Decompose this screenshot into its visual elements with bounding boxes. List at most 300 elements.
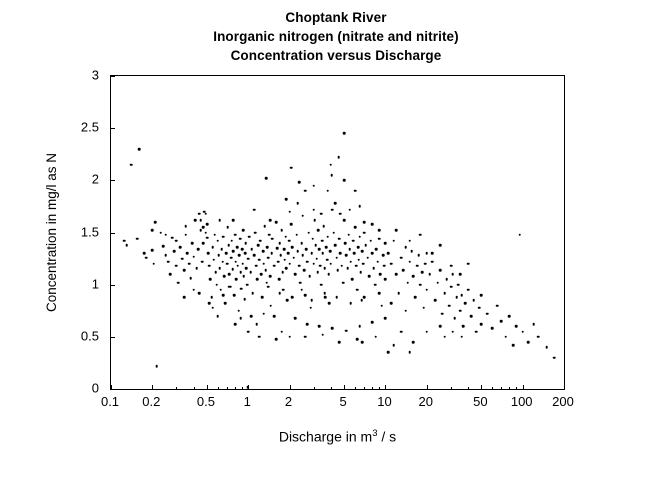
data-point (335, 256, 338, 259)
data-point (343, 132, 346, 135)
data-point (418, 254, 421, 257)
data-point (250, 315, 253, 318)
chart-subtitle: Inorganic nitrogen (nitrate and nitrite) (213, 29, 459, 44)
y-axis-tick (110, 389, 115, 390)
data-point (425, 252, 428, 255)
data-point (345, 254, 348, 257)
data-point (231, 240, 234, 243)
data-point (255, 265, 258, 268)
data-point (337, 156, 340, 159)
data-point (294, 317, 297, 320)
data-point (253, 208, 256, 211)
data-point (253, 254, 256, 257)
data-point (154, 221, 157, 224)
data-point (192, 289, 195, 292)
data-point (234, 233, 237, 236)
data-point (453, 317, 456, 320)
data-point (214, 271, 217, 274)
data-point (270, 252, 273, 255)
data-point (331, 208, 334, 211)
data-point (294, 273, 297, 276)
data-point (371, 252, 374, 255)
y-axis-tick (110, 76, 115, 77)
data-point (478, 306, 481, 309)
x-axis-title-post: / s (377, 428, 397, 445)
data-point (331, 327, 334, 330)
data-point (151, 229, 154, 232)
data-point (197, 248, 200, 251)
data-point (216, 315, 219, 318)
data-point (486, 313, 489, 316)
data-point (221, 260, 224, 263)
data-point (268, 233, 271, 236)
data-point (363, 221, 366, 224)
y-axis-tick-label: 1 (91, 276, 99, 292)
data-point (322, 333, 325, 336)
data-point (259, 240, 262, 243)
data-point (209, 278, 212, 281)
x-axis-minor-tick (516, 387, 517, 390)
data-point (280, 229, 283, 232)
data-point (443, 292, 446, 295)
data-point (219, 289, 222, 292)
x-axis-tick (248, 385, 249, 390)
data-point (232, 219, 235, 222)
data-point (408, 260, 411, 263)
data-point (276, 247, 279, 250)
chart-subtitle-2: Concentration versus Discharge (230, 48, 442, 63)
data-point (467, 263, 470, 266)
x-axis-tick (481, 385, 482, 390)
data-point (199, 219, 202, 222)
data-point (145, 256, 148, 259)
x-axis-minor-tick (379, 387, 380, 390)
data-point (304, 336, 307, 339)
data-point (240, 288, 243, 291)
data-point (288, 210, 291, 213)
data-point (194, 219, 197, 222)
data-point (439, 244, 442, 247)
data-point (450, 285, 453, 288)
data-point (390, 302, 393, 305)
data-point (439, 325, 442, 328)
x-axis-title (110, 428, 565, 445)
x-axis-minor-tick (218, 387, 219, 390)
data-point (353, 252, 356, 255)
data-point (357, 246, 360, 249)
data-point (347, 233, 350, 236)
data-point (304, 189, 307, 192)
data-point (412, 275, 415, 278)
data-point (284, 258, 287, 261)
data-point (241, 248, 244, 251)
data-point (306, 260, 309, 263)
data-point (410, 250, 413, 253)
data-point (329, 250, 332, 253)
data-point (189, 277, 192, 280)
data-point (159, 231, 162, 234)
data-point (338, 341, 341, 344)
data-point (374, 283, 377, 286)
data-point (355, 265, 358, 268)
data-point (324, 296, 327, 299)
data-point (218, 267, 221, 270)
data-point (322, 225, 325, 228)
data-point (222, 294, 225, 297)
data-point (183, 296, 186, 299)
data-point (321, 240, 324, 243)
data-point (263, 313, 266, 316)
data-point (326, 189, 329, 192)
data-point (339, 252, 342, 255)
data-point (244, 252, 247, 255)
data-point (204, 212, 207, 215)
data-point (328, 302, 331, 305)
data-point (188, 263, 191, 266)
data-point (354, 226, 357, 229)
data-point (326, 235, 329, 238)
data-point (269, 304, 272, 307)
data-point (359, 271, 362, 274)
data-point (125, 244, 128, 247)
x-axis-minor-tick (194, 387, 195, 390)
data-point (254, 231, 257, 234)
data-point (395, 273, 398, 276)
x-axis-tick (152, 385, 153, 390)
data-point (281, 271, 284, 274)
data-point (198, 212, 201, 215)
x-axis-tick-label: 2 (284, 394, 293, 409)
data-point (308, 275, 311, 278)
data-point (299, 281, 302, 284)
data-point (262, 250, 265, 253)
data-point (195, 267, 198, 270)
data-point (378, 292, 381, 295)
data-point (275, 221, 278, 224)
data-point (245, 242, 248, 245)
data-point (358, 235, 361, 238)
data-point (318, 248, 321, 251)
data-point (258, 258, 261, 261)
data-point (360, 299, 363, 302)
data-point (361, 341, 364, 344)
data-point (439, 269, 442, 272)
x-axis-tick (427, 385, 428, 390)
data-point (343, 179, 346, 182)
data-point (379, 273, 382, 276)
data-point (220, 248, 223, 251)
data-point (349, 248, 352, 251)
data-point (375, 248, 378, 251)
data-point (356, 289, 359, 292)
x-axis-tick-label: 5 (339, 394, 347, 409)
data-point (280, 330, 283, 333)
chart-title-block (0, 8, 672, 65)
data-point (312, 184, 315, 187)
data-point (383, 265, 386, 268)
data-point (315, 257, 318, 260)
data-point (371, 321, 374, 324)
data-point (504, 336, 507, 339)
data-point (273, 265, 276, 268)
data-point (271, 237, 274, 240)
data-point (457, 283, 460, 286)
data-point (177, 281, 180, 284)
data-point (406, 281, 409, 284)
data-point (339, 212, 342, 215)
data-point (443, 336, 446, 339)
data-point (216, 240, 219, 243)
data-point (211, 246, 214, 249)
data-point (452, 273, 455, 276)
data-point (248, 235, 251, 238)
data-point (210, 296, 213, 299)
data-point (173, 250, 176, 253)
data-point (255, 323, 258, 326)
data-point (230, 256, 233, 259)
data-point (378, 229, 381, 232)
data-point (246, 283, 249, 286)
data-point (269, 219, 272, 222)
data-point (459, 273, 462, 276)
x-axis-title-pre: Discharge in m (278, 428, 373, 445)
data-point (265, 177, 268, 180)
data-point (249, 271, 252, 274)
data-point (123, 240, 126, 243)
data-point (202, 242, 205, 245)
x-axis-minor-tick (509, 387, 510, 390)
data-point (441, 313, 444, 316)
data-point (365, 244, 368, 247)
data-point (264, 269, 267, 272)
data-point (218, 219, 221, 222)
x-axis-minor-tick (501, 387, 502, 390)
data-point (295, 233, 298, 236)
data-point (467, 289, 470, 292)
data-point (421, 271, 424, 274)
data-point (422, 306, 425, 309)
data-point (377, 260, 380, 263)
data-point (450, 265, 453, 268)
data-point (378, 237, 381, 240)
data-point (224, 302, 227, 305)
x-axis-title-exponent: 3 (372, 428, 378, 439)
data-point (314, 244, 317, 247)
data-point (408, 351, 411, 354)
data-point (217, 254, 220, 257)
data-point (521, 330, 524, 333)
data-point (402, 269, 405, 272)
data-point (143, 252, 146, 255)
data-point (425, 330, 428, 333)
data-point (345, 329, 348, 332)
data-point (175, 240, 178, 243)
data-point (206, 223, 209, 226)
data-point (330, 163, 333, 166)
data-point (462, 325, 465, 328)
data-point (233, 294, 236, 297)
data-point (206, 236, 209, 239)
data-point (242, 229, 245, 232)
data-point (298, 181, 301, 184)
data-point (330, 263, 333, 266)
data-point (266, 246, 269, 249)
data-point (362, 263, 365, 266)
data-point (408, 240, 411, 243)
data-point (225, 252, 228, 255)
x-axis-minor-tick (355, 387, 356, 390)
data-point (297, 202, 300, 205)
y-axis-tick-label: 2.5 (80, 119, 99, 135)
data-point (419, 233, 422, 236)
data-point (404, 309, 407, 312)
data-point (290, 223, 293, 226)
data-point (354, 189, 357, 192)
y-axis-tick-label: 0.5 (80, 328, 99, 344)
data-point (239, 317, 242, 320)
data-point (448, 304, 451, 307)
data-point (275, 338, 278, 341)
data-point (363, 231, 366, 234)
data-point (338, 237, 341, 240)
data-point (241, 263, 244, 266)
data-point (235, 278, 238, 281)
data-point (316, 271, 319, 274)
data-point (412, 341, 415, 344)
y-axis-tick-label: 1.5 (80, 224, 99, 239)
x-axis-minor-tick (227, 387, 228, 390)
data-point (291, 296, 294, 299)
data-point (358, 258, 361, 261)
data-point (300, 289, 303, 292)
y-axis-tick-label: 0 (91, 380, 99, 396)
data-point (369, 240, 372, 243)
data-point (227, 285, 230, 288)
data-point (267, 256, 270, 259)
data-point (269, 275, 272, 278)
x-axis-tick (564, 385, 565, 390)
data-point (257, 244, 260, 247)
data-point (380, 304, 383, 307)
data-point (363, 296, 366, 299)
data-point (414, 296, 417, 299)
data-point (285, 267, 288, 270)
data-point (313, 219, 316, 222)
data-point (310, 299, 313, 302)
x-axis-minor-tick (176, 387, 177, 390)
data-point (191, 242, 194, 245)
data-point (431, 260, 434, 263)
y-axis-tick-label: 2 (91, 171, 99, 187)
data-point (208, 265, 211, 268)
data-point (392, 344, 395, 347)
data-point (239, 237, 242, 240)
x-axis-tick-label: 0.1 (100, 394, 120, 409)
data-point (358, 205, 361, 208)
x-axis-tick (290, 385, 291, 390)
data-point (382, 254, 385, 257)
data-point (330, 174, 333, 177)
data-point (320, 212, 323, 215)
data-point (171, 236, 174, 239)
y-axis-tick-label: 3 (91, 67, 99, 83)
data-point (283, 248, 286, 251)
data-point (227, 226, 230, 229)
data-point (179, 246, 182, 249)
data-point (491, 327, 494, 330)
data-point (320, 283, 323, 286)
data-point (400, 256, 403, 259)
data-point (175, 265, 178, 268)
data-point (334, 202, 337, 205)
data-point (303, 269, 306, 272)
data-point (318, 325, 321, 328)
y-axis-tick (110, 233, 115, 234)
data-point (243, 298, 246, 301)
data-point (167, 260, 170, 263)
data-point (508, 315, 511, 318)
data-point (298, 265, 301, 268)
data-point (387, 351, 390, 354)
data-point (302, 215, 305, 218)
data-point (475, 330, 478, 333)
data-point (518, 233, 521, 236)
data-point (239, 271, 242, 274)
data-point (500, 320, 503, 323)
y-axis-title: Concentration in mg/l as N (44, 152, 59, 313)
data-point (312, 263, 315, 266)
data-point (169, 273, 172, 276)
data-point (215, 283, 218, 286)
data-point (198, 292, 201, 295)
data-point (325, 246, 328, 249)
data-point (455, 296, 458, 299)
plot-area (110, 75, 565, 390)
data-point (372, 267, 375, 270)
data-point (537, 336, 540, 339)
data-point (234, 323, 237, 326)
data-point (286, 299, 289, 302)
data-point (183, 269, 186, 272)
data-point (252, 292, 255, 295)
x-axis-minor-tick (364, 387, 365, 390)
data-point (312, 208, 315, 211)
data-point (390, 263, 393, 266)
data-point (263, 263, 266, 266)
data-point (459, 309, 462, 312)
data-point (279, 254, 282, 257)
data-point (310, 252, 313, 255)
data-point (304, 294, 307, 297)
data-point (342, 281, 345, 284)
data-point (227, 244, 230, 247)
data-point (291, 246, 294, 249)
data-point (297, 250, 300, 253)
data-point (395, 229, 398, 232)
data-point (527, 341, 530, 344)
data-point (207, 252, 210, 255)
data-point (237, 265, 240, 268)
x-axis-tick (344, 385, 345, 390)
data-point (464, 302, 467, 305)
data-point (237, 309, 240, 312)
data-point (290, 167, 293, 170)
data-point (553, 356, 556, 359)
data-point (346, 267, 349, 270)
data-point (446, 278, 449, 281)
data-point (352, 240, 355, 243)
y-axis-tick (110, 337, 115, 338)
